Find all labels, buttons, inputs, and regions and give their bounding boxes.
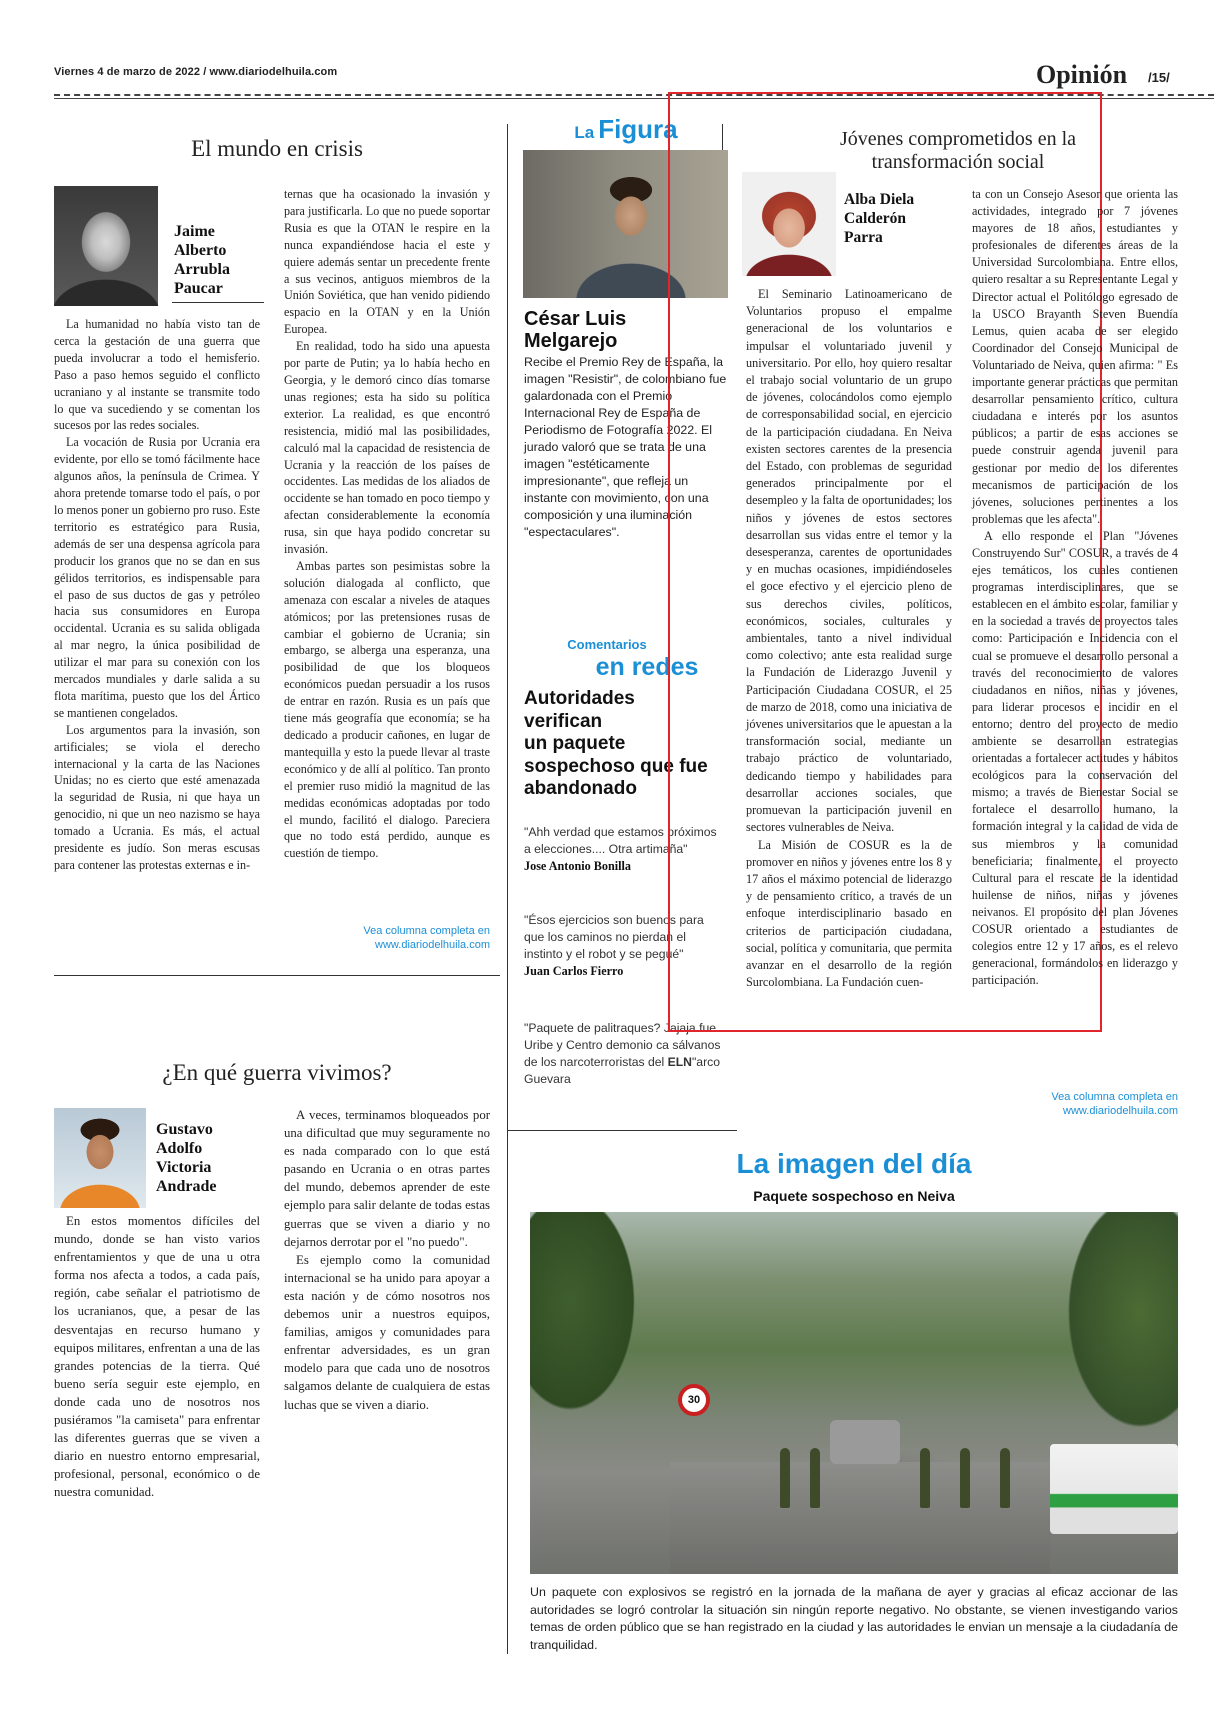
comentarios-headline: Autoridades verifican un paquete sospechoso que fue abandonado xyxy=(524,688,708,799)
paragraph: En realidad, todo ha sido una apuesta por parte de Putin; ya lo había hecho en Georgia, y le demoró cinco días tomarse unas regiones; esta ha sido su política exterior. La realidad, es que encontró resistencia, midió mal las posibilidades, calculó mal la capacidad de resistencia de Ucrania y la reacción de los países de occidentes. Las medidas de los aliados de occidente se han tomado en poco tiempo y afectan considerablemente la economía rusa, sin que haya podido concretar su invasión. xyxy=(284,339,490,557)
speed-sign: 30 xyxy=(678,1384,710,1416)
paragraph: En estos momentos difíciles del mundo, donde se han visto varios enfrentamientos y que de una u otra forma nos afecta a todos, a cada país, región, cabe señalar el patriotismo de los ucranianos, que, a pesar de las desventajas en recurso humano y equipos militares, enfrentan a una de las grandes potencias de la tierra. Qué bueno sería seguir este ejemplo, en donde cada uno de nosotros nos pusiéramos "la camiseta" para enfrentar las diferentes guerras que se viven a diario en nuestro entorno empresarial, profesional, personal, económico o de nuestra comunidad. xyxy=(54,1214,260,1500)
paragraph: Los argumentos para la invasión, son artificiales; se viola el derecho internacional y la carta de las Naciones Unidas; no es cierto que esté amenazada la seguridad de Rusia, ni que haya un genocidio, ni que un neo nazismo se haya tomado a Ucrania. Es más, el actual presidente es judío. Son meras escusas para contener las protestas externas e in- xyxy=(54,722,260,872)
image-of-day-photo xyxy=(530,1212,1178,1574)
comment-author: Juan Carlos Fierro xyxy=(524,964,624,978)
section-divider xyxy=(54,975,500,976)
photo-tree xyxy=(530,1212,660,1472)
comentarios-small: Comentarios xyxy=(567,637,647,652)
paragraph: A veces, terminamos bloqueados por una dificultad que muy seguramente no es nada comparado con lo que está pasando en Ucrania o en otras partes del mundo, debemos aprender de este ejemplo para salir delante de todas estas guerras que se viven a diario y no dejarnos derrotar por el "no puedo". xyxy=(284,1108,490,1249)
paragraph: A ello responde el Plan "Jóvenes Construyendo Sur" COSUR, a través de 4 ejes temáticos, los cuales contienen programas interdisciplinares, que se establecen en el ámbito escolar, familiar y en la sociedad a través de proyectos tales como: Participación e Incidencia con el cual se promueve el desarrollo personal a través del reconocimiento de valores ciudadanos en niños, niñas y jóvenes, para liderar procesos e incidir en el entorno; dentro del proyecto de medio ambiente se desarrollan estrategias orientadas a fortalecer actitudes y hábitos ecológicos para la conservación del mismo; a través de Bienestar Social se fortalece el desarrollo humano, la formación integral y la calidad de vida de sus miembros y la comunidad beneficiaria; finalmente, el proyecto Cultural para el rescate de la identidad huilense de niños, niñas y jóvenes neivanos. El propósito del plan Jóvenes COSUR orientado a estudiantes de colegios entre 12 y 17 años, es el relevo generacional, formándolos en liderazgo y participación. xyxy=(972,528,1178,988)
photo-person xyxy=(780,1448,790,1508)
photo-person xyxy=(810,1448,820,1508)
comentarios-big: en redes xyxy=(595,653,699,681)
article-title-guerra: ¿En qué guerra vivimos? xyxy=(162,1060,392,1085)
image-of-day-title: La imagen del día xyxy=(736,1148,972,1179)
article-title-jovenes: Jóvenes comprometidos en la transformación social xyxy=(839,128,1077,173)
header-date-site: Viernes 4 de marzo de 2022 / www.diariodelhuila.com xyxy=(54,66,338,78)
author-photo-gustavo xyxy=(54,1108,146,1208)
paragraph: Es ejemplo como la comunidad internacional se ha unido para apoyar a esta nación y de cómo nosotros nos debemos unir a nuestros equipos, familias, amigos y comunidades para enfrentar adversidades, es un gran modelo para que cada uno de nosotros salgamos delante de cualquiera de estas luchas que se viven a diario. xyxy=(284,1252,490,1412)
article-title-mundo: El mundo en crisis xyxy=(191,136,363,161)
article-body-jovenes-right xyxy=(972,186,1178,989)
paragraph: ta con un Consejo Asesor que orienta las actividades, integrado por 7 jóvenes mayores de 18 años, estudiantes y profesionales de diferentes áreas de la Universidad Surcolombiana. Entre ellos, quiero resaltar a su Representante Legal y Director actual el Politólogo egresado de la USCO Brayanth Steven Buendía Lemus, quien acaba de ser elegido Coordinador del Consejo Municipal de Voluntariado de Neiva, quien afirma: " Es importante generar prácticas que permitan desarrollar pensamiento crítico, cultura ciudadana e interés por los asuntos públicos; a partir de esas acciones se puede construir agenda juvenil para gestionar por medio de los diferentes mecanismos de participación de los jóvenes, soluciones pertinentes a los problemas que les afecta". xyxy=(972,187,1178,526)
comment-2: "Ésos ejercicios son buenos para que los caminos no pierdan el instinto y el robot y se pegué" Juan Carlos Fierro xyxy=(524,912,724,980)
read-more-link-jovenes[interactable]: Vea columna completa en www.diariodelhuila.com xyxy=(1051,1091,1178,1117)
comment-3: "Paquete de palitraques? Jajaja fue Uribe y Centro demonio ca sálvanos de los narcoterroristas del ELN"arco Guevara xyxy=(524,1021,721,1086)
column-divider xyxy=(507,124,508,1654)
author-photo-jaime xyxy=(54,186,158,306)
author-photo-alba xyxy=(742,172,836,276)
paragraph: La humanidad no había visto tan de cerca la gestación de una guerra que pueda involucrar a todo el hemisferio. Paso a paso hemos seguido el conflicto ucraniano y al instante se transmite todo lo que va sucediendo y se comentan los sucesos por las redes sociales. xyxy=(54,317,260,433)
paragraph: El Seminario Latinoamericano de Voluntarios propuso el empalme generacional de los voluntarios e impulsar el voluntariado juvenil y universitario. Por ello, hoy quiero resaltar el trabajo social voluntario de un grupo de jóvenes, colocándolos como ejemplo de corresponsabilidad social, en ejercicio de la participación ciudadana. En Neiva existen sectores carentes de la presencia del Estado, con problemas de seguridad generados principalmente por el desempleo y la falta de oportunidades; los niños y jóvenes de estos sectores desarrollan sus vidas entre el temor y la desesperanza, carentes de oportunidades y en muchas ocasiones, impidiéndoseles el goce efectivo y el ejercicio pleno de sus derechos civiles, políticos, económicos, sociales, culturales y ambientales, tanto a nivel individual como colectivo; ante esta realidad surge la Fundación de Liderazgo Juvenil y Participación Ciudadana COSUR, el 25 de marzo de 2018, como una iniciativa de jóvenes universitarios que le apuestan a la transformación social, mediante un trabajo práctico de voluntariado, dedicando tiempo y habilidades para desarrollar acciones sociales, que promuevan la participación juvenil en sectores vulnerables de Neiva. xyxy=(746,287,952,835)
image-of-day-caption: Un paquete con explosivos se registró en la jornada de la mañana de ayer y gracias al eficaz accionar de las autoridades se logró controlar la situación sin ningún reporte negativo. No obstante, se vienen investigando varios temas de orden público que se han registrado en la ciudad y las autoridades le envian un mensaje a la ciudadanía de tranquilidad. xyxy=(530,1585,1178,1652)
photo-police-truck xyxy=(1050,1444,1178,1534)
paragraph: Ambas partes son pesimistas sobre la solución dialogada al conflicto, que amenaza con escalar a niveles de ataques atómicos; por las pretensiones rusas de cambiar el gobierno de Ucrania; sin embargo, se alberga una esperanza, una posibilidad de que los bloqueos económicos puedan persuadir a los rusos de entrar en razón. Rusia es un país que tiene más geografía que economía; se ha dedicado a producir cañones, en lugar de mantequilla y esto la puede llevar al traste económico y de allí al político. Tan pronto el premier ruso midió la magnitud de las medidas económicas adoptadas por todo el mundo, facilitó el dialogo. Pareciera que no todo está perdido, aunque es cuestión de tiempo. xyxy=(284,558,490,861)
paragraph: La Misión de COSUR es la de promover en niños y jóvenes entre los 8 y 17 años el máximo potencial de liderazgo y de pensamiento crítico, a través de un enfoque interdisciplinario basado en criterios de participación ciudadana, social, política y comunitaria, que permita avanzar en el desarrollo de la región Surcolombiana. La Fundación cuen- xyxy=(746,837,952,990)
author-name-gustavo: Gustavo Adolfo Victoria Andrade xyxy=(156,1121,217,1195)
section-title: Opinión xyxy=(1036,60,1128,89)
photo-person xyxy=(960,1448,970,1508)
figura-header-la: La xyxy=(574,123,595,142)
page-number: /15/ xyxy=(1148,70,1170,85)
photo-tree xyxy=(1030,1212,1178,1472)
paragraph: La vocación de Rusia por Ucrania era evidente, por ello se tomó fácilmente hace algunos años, la península de Crimea. Y ahora pretende tomarse todo el país, o por lo menos poner un gobierno pro ruso. Este territorio es estratégico para Rusia, además de ser una despensa agrícola para producir los granos que no se dan en sus gélidos territorios, es indispensable para el paso de sus ductos de gas y petróleo hacia sus consumidores en Europa occidental. Ucrania es su salida obligada al mar negro, la única posibilidad de utilizar el mar para su conexión con los mercados mundiales y darle salida a su flota marítima, puesto que los del Ártico se mantienen congelados. xyxy=(54,435,260,720)
figura-header-title: Figura xyxy=(598,114,678,144)
figura-name: César Luis Melgarejo xyxy=(524,308,627,352)
photo-person xyxy=(920,1448,930,1508)
author-name-alba: Alba Diela Calderón Parra xyxy=(844,191,915,246)
comment-1: "Ahh verdad que estamos próximos a elecciones.... Otra artimaña" Jose Antonio Bonilla xyxy=(524,824,724,875)
photo-car xyxy=(830,1420,900,1464)
article-body-mundo-right xyxy=(284,186,490,862)
author-underline xyxy=(172,302,264,303)
article-body-guerra-right xyxy=(284,1106,490,1414)
read-more-link-mundo[interactable]: Vea columna completa en www.diariodelhuila.com xyxy=(363,925,490,951)
image-of-day-subtitle: Paquete sospechoso en Neiva xyxy=(753,1188,955,1204)
figura-text: Recibe el Premio Rey de España, la imagen "Resistir", de colombiano fue galardonada con el Premio Internacional Rey de España de Periodismo de Fotografía 2022. El jurado valoró que se trata de una imagen "estéticamente impresionante", que refleja un instante con movimiento, con una composición y una iluminación "espectaculares". xyxy=(524,355,727,539)
comment-author: Jose Antonio Bonilla xyxy=(524,859,632,873)
section-divider-mid xyxy=(507,1130,737,1131)
article-body-mundo-left xyxy=(54,316,260,874)
photo-person xyxy=(1000,1448,1010,1508)
article-body-jovenes-left xyxy=(746,286,952,991)
photo-road xyxy=(670,1462,1050,1574)
author-name-jaime: Jaime Alberto Arrubla Paucar xyxy=(174,223,230,297)
paragraph: ternas que ha ocasionado la invasión y para justificarla. Lo que no puede soportar Rusia es que la OTAN le respire en la nunca expandiéndose hacia el este y quiere además sentar un precedente frente a sus vecinos, antiguos miembros de la Unión Soviética, que han venido pidiendo espacio en la OTAN y en la Unión Europea. xyxy=(284,187,490,337)
article-body-guerra-left xyxy=(54,1212,260,1502)
